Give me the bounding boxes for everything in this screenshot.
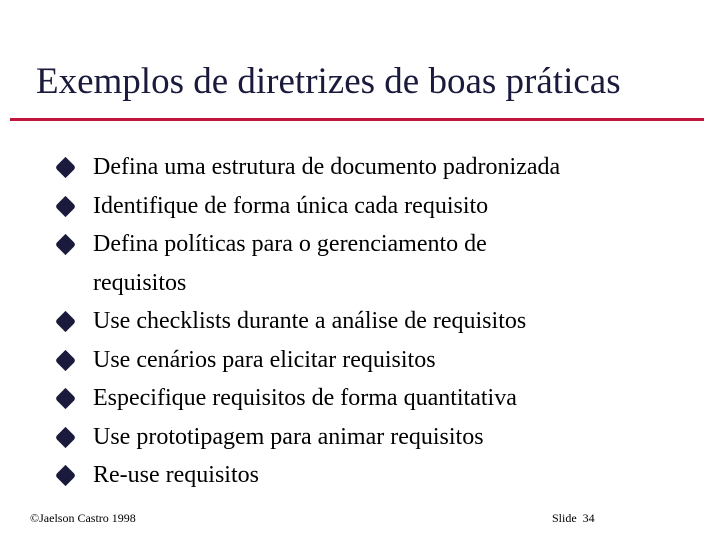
bullet-text: Defina uma estrutura de documento padronizada xyxy=(93,154,561,180)
bullet-item-7 xyxy=(58,418,658,457)
bullet-item-2 xyxy=(58,187,658,226)
diamond-bullet-icon xyxy=(55,465,76,486)
bullet-text: Identifique de forma única cada requisito xyxy=(93,192,489,219)
bullet-item-5 xyxy=(58,341,658,380)
footer-slide-number: Slide 34 xyxy=(552,511,595,525)
bullet-item-1 xyxy=(58,148,658,187)
bullet-text: Use checklists durante a análise de requisitos xyxy=(93,308,527,334)
bullet-text: Use prototipagem para animar requisitos xyxy=(93,423,484,450)
diamond-bullet-icon xyxy=(55,195,76,216)
diamond-bullet-icon xyxy=(55,388,76,409)
bullet-item-8 xyxy=(58,456,658,495)
diamond-bullet-icon xyxy=(55,157,76,178)
bullet-text: Use cenários para elicitar requisitos xyxy=(93,346,436,373)
title-divider xyxy=(10,118,704,121)
bullet-item-3 xyxy=(58,225,658,302)
bullet-text: Especifique requisitos de forma quantitativa xyxy=(93,385,517,411)
diamond-bullet-icon xyxy=(55,426,76,447)
bullet-text: Re-use requisitos xyxy=(93,462,259,488)
bullet-item-4 xyxy=(58,302,658,341)
bullet-item-6 xyxy=(58,379,658,418)
slide-title: Exemplos de diretrizes de boas práticas xyxy=(36,61,621,102)
diamond-bullet-icon xyxy=(55,349,76,370)
diamond-bullet-icon xyxy=(55,234,76,255)
bullet-text: Defina políticas para o gerenciamento de requisitos xyxy=(93,231,487,296)
footer-copyright: ©Jaelson Castro 1998 xyxy=(30,511,136,525)
bullet-list xyxy=(58,148,658,495)
diamond-bullet-icon xyxy=(55,311,76,332)
